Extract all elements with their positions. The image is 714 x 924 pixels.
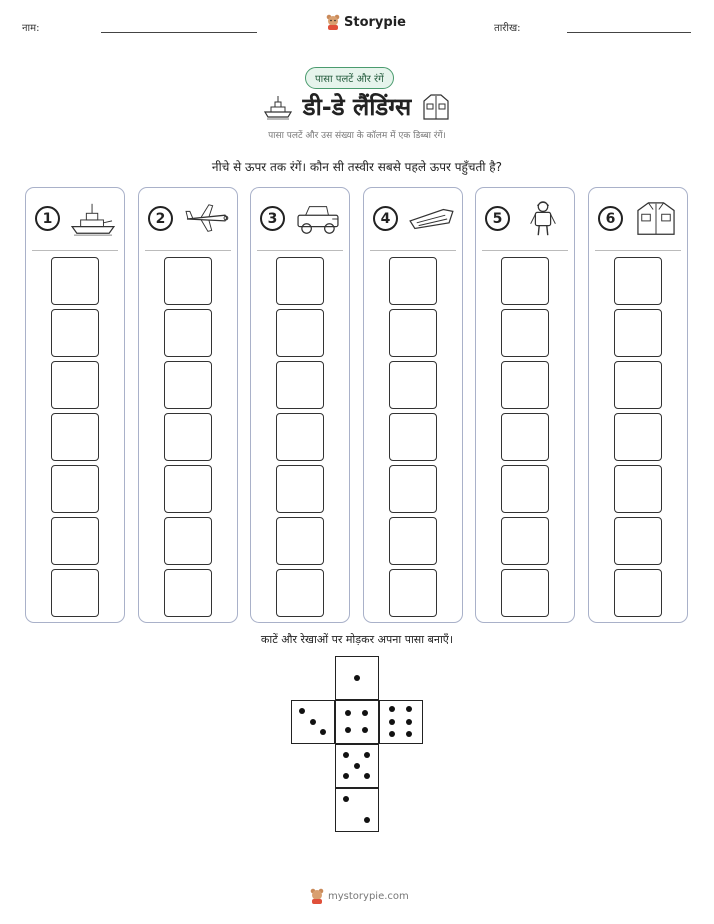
color-box[interactable] xyxy=(276,517,324,565)
color-box[interactable] xyxy=(389,517,437,565)
pip xyxy=(354,763,360,769)
color-box[interactable] xyxy=(276,309,324,357)
pip xyxy=(343,796,349,802)
title-row xyxy=(0,90,714,123)
column-4 xyxy=(363,187,463,623)
date-label: तारीख: xyxy=(494,23,521,34)
color-box[interactable] xyxy=(389,309,437,357)
column-number: 5 xyxy=(485,206,510,231)
activity-tag: पासा पलटें और रंगें xyxy=(305,67,394,89)
dice-face-5 xyxy=(335,744,379,788)
color-box[interactable] xyxy=(501,309,549,357)
column-divider xyxy=(145,250,231,251)
bear-icon xyxy=(326,14,340,30)
color-box[interactable] xyxy=(614,465,662,513)
date-field[interactable] xyxy=(567,32,691,33)
footer-url: mystorypie.com xyxy=(328,890,409,902)
color-box[interactable] xyxy=(389,361,437,409)
pip xyxy=(343,752,349,758)
pip xyxy=(310,719,316,725)
pip xyxy=(354,675,360,681)
column-divider xyxy=(257,250,343,251)
color-box[interactable] xyxy=(614,413,662,461)
pip xyxy=(389,706,395,712)
brand-logo xyxy=(326,14,406,30)
column-divider xyxy=(482,250,568,251)
color-box[interactable] xyxy=(501,569,549,617)
color-box[interactable] xyxy=(501,413,549,461)
pip xyxy=(362,710,368,716)
color-box[interactable] xyxy=(51,413,99,461)
column-number: 6 xyxy=(598,206,623,231)
color-box[interactable] xyxy=(164,465,212,513)
color-box[interactable] xyxy=(276,569,324,617)
pip xyxy=(362,727,368,733)
color-box[interactable] xyxy=(276,413,324,461)
pip xyxy=(320,729,326,735)
column-1 xyxy=(25,187,125,623)
color-box[interactable] xyxy=(164,569,212,617)
pip xyxy=(364,773,370,779)
color-box[interactable] xyxy=(276,257,324,305)
pip xyxy=(364,817,370,823)
column-number: 1 xyxy=(35,206,60,231)
color-box[interactable] xyxy=(389,257,437,305)
color-box[interactable] xyxy=(389,465,437,513)
color-box[interactable] xyxy=(51,257,99,305)
color-box[interactable] xyxy=(501,361,549,409)
column-number: 4 xyxy=(373,206,398,231)
pip xyxy=(345,727,351,733)
dice-face-2 xyxy=(335,788,379,832)
color-box[interactable] xyxy=(276,465,324,513)
pip xyxy=(406,731,412,737)
column-5 xyxy=(475,187,575,623)
battleship-icon xyxy=(263,94,293,120)
column-divider xyxy=(32,250,118,251)
color-box[interactable] xyxy=(51,569,99,617)
column-3 xyxy=(250,187,350,623)
color-box[interactable] xyxy=(501,517,549,565)
color-box[interactable] xyxy=(501,465,549,513)
pip xyxy=(345,710,351,716)
airplane-icon xyxy=(181,200,231,238)
page-title: डी-डे लैंडिंग्स xyxy=(302,93,412,121)
pip xyxy=(406,706,412,712)
column-number: 3 xyxy=(260,206,285,231)
column-6 xyxy=(588,187,688,623)
color-box[interactable] xyxy=(614,309,662,357)
jeep-icon xyxy=(293,200,343,238)
color-box[interactable] xyxy=(164,361,212,409)
dice-face-1 xyxy=(335,656,379,700)
landing-boat-icon xyxy=(406,200,456,238)
color-box[interactable] xyxy=(389,413,437,461)
pip xyxy=(299,708,305,714)
color-box[interactable] xyxy=(501,257,549,305)
dice-face-4 xyxy=(335,700,379,744)
color-box[interactable] xyxy=(51,309,99,357)
color-box[interactable] xyxy=(614,569,662,617)
color-box[interactable] xyxy=(614,517,662,565)
pip xyxy=(389,731,395,737)
military-jacket-icon xyxy=(631,200,681,238)
battleship-icon xyxy=(68,200,118,238)
color-box[interactable] xyxy=(614,361,662,409)
brand-name: Storypie xyxy=(344,14,406,30)
color-box[interactable] xyxy=(51,465,99,513)
column-divider xyxy=(595,250,681,251)
pip xyxy=(364,752,370,758)
column-number: 2 xyxy=(148,206,173,231)
color-box[interactable] xyxy=(51,361,99,409)
footer xyxy=(310,888,409,904)
pip xyxy=(343,773,349,779)
dice-instruction: काटें और रेखाओं पर मोड़कर अपना पासा बनाएँ। xyxy=(260,633,454,646)
bear-icon xyxy=(310,888,324,904)
color-box[interactable] xyxy=(164,257,212,305)
color-box[interactable] xyxy=(614,257,662,305)
dice-face-3 xyxy=(291,700,335,744)
column-2 xyxy=(138,187,238,623)
name-label: नाम: xyxy=(22,23,40,34)
pip xyxy=(406,719,412,725)
color-box[interactable] xyxy=(51,517,99,565)
pip xyxy=(389,719,395,725)
color-box[interactable] xyxy=(164,517,212,565)
name-field[interactable] xyxy=(101,32,257,33)
color-box[interactable] xyxy=(164,309,212,357)
color-box[interactable] xyxy=(389,569,437,617)
military-jacket-icon xyxy=(421,92,451,122)
color-box[interactable] xyxy=(276,361,324,409)
dice-face-6 xyxy=(379,700,423,744)
soldier-icon xyxy=(518,200,568,238)
instruction: नीचे से ऊपर तक रंगें। कौन सी तस्वीर सबसे पहले ऊपर पहुँचती है? xyxy=(211,160,503,174)
column-divider xyxy=(370,250,456,251)
subtitle: पासा पलटें और उस संख्या के कॉलम में एक डिब्बा रंगें। xyxy=(268,131,446,141)
color-box[interactable] xyxy=(164,413,212,461)
